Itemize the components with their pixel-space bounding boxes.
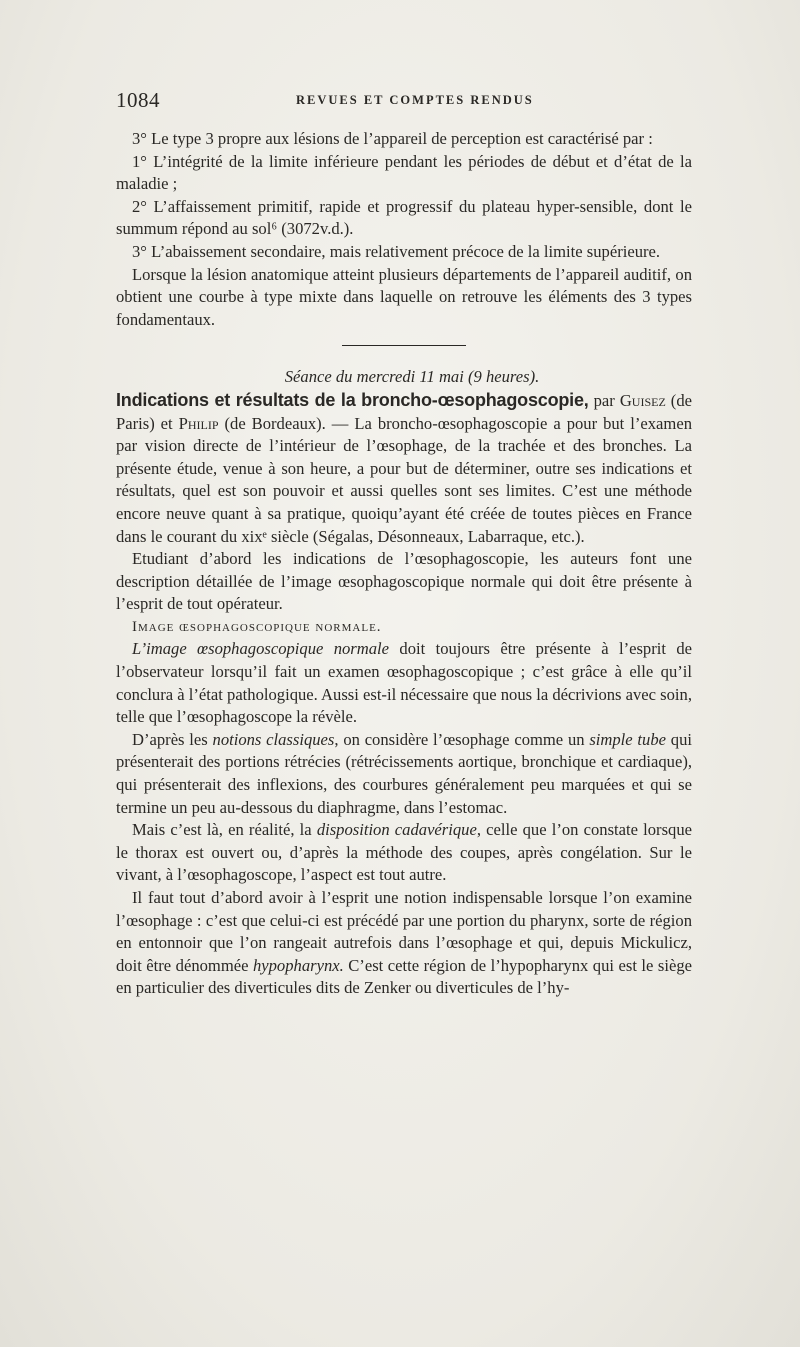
paragraph-image [116, 638, 692, 728]
session-heading: Séance du mercredi 11 mai (9 heures). [284, 367, 540, 387]
paragraph-etudiant: Etudiant d’abord les indications de l’œsophagoscopie, les auteurs font une description détaillée de l’image œsophagoscopique normale qui doit être présente à l’esprit de tout opérateur. [116, 549, 692, 614]
paragraph-item2: 2° L’affaissement primitif, rapide et progressif du plateau hyper-sensible, dont le summum répond au sol⁶ (3072v.d.). [116, 196, 692, 239]
il-part1: Il faut tout d’abord avoir à l’esprit une notion indispensable lorsque l’on examine l’œsophage : c’est que celui-ci est précédé par une portion du pharynx, sorte de région en entonnoir que l’on rangeait autrefois dans l’œsophage et qui, depuis Mickulicz, doit être dénommée [116, 888, 692, 975]
subheading-image: Image œsophagoscopique normale. [132, 618, 382, 635]
article-intro [116, 389, 692, 548]
image-rest: doit toujours être présente à l’esprit de l’observateur lorsqu’il fait un examen œsophagoscopique ; c’est grâce à elle qu’il conclura à l’état pathologique. Aussi est-il nécessaire que nous la décrivions avec soin, telle que l’œsophagoscope la révèle. [116, 639, 692, 727]
article-intro-text: (de Bordeaux). — La broncho-œsophagoscopie a pour but l’examen par vision directe de l’intérieur de l’œsophage, de la trachée et des bronches. La présente étude, venue à son heure, a pour but de déterminer, outre ses indications et résultats, quel est son pouvoir et aussi quelles sont ses limites. C’est une méthode encore neuve quant à sa pratique, quoiqu’ayant été créée de toutes pièces en France dans le courant du xixᵉ siècle (Ségalas, Désonneaux, Labarraque, etc.). [116, 413, 692, 546]
authors-intro: par [588, 390, 620, 410]
image-emphasis: L’image œsophagoscopique normale [132, 639, 390, 659]
paragraph-mixed-curve: Lorsque la lésion anatomique atteint plusieurs départements de l’appareil auditif, on obtient une courbe à type mixte dans laquelle on retrouve les éléments des 3 types fondamentaux. [116, 264, 692, 329]
paragraph-item1: 1° L’intégrité de la limite inférieure pendant les périodes de début et d’état de la maladie ; [116, 151, 692, 194]
mais-part2: , celle que l’on constate lorsque le thorax est ouvert ou, d’après la méthode des coupes, après congélation. Sur le vivant, à l’œsophagoscope, l’aspect est tout autre. [116, 820, 692, 885]
running-head: REVUES ET COMPTES RENDUS [296, 93, 534, 107]
il-part2: C’est cette région de l’hypopharynx qui est le siège en particulier des diverticules dits de Zenker ou diverticules de l’hy- [116, 955, 692, 998]
apres-part1: D’après les [132, 729, 213, 749]
apres-emphasis2: simple tube [589, 729, 667, 749]
paragraph-apres [116, 729, 692, 819]
il-emphasis: hypopharynx. [252, 955, 344, 975]
page-header [116, 88, 692, 112]
section-divider [342, 345, 466, 346]
paragraph-type3: 3° Le type 3 propre aux lésions de l’appareil de perception est caractérisé par : [132, 129, 653, 148]
page-number: 1084 [116, 88, 160, 112]
apres-emphasis1: notions classiques [212, 729, 335, 749]
author1-place: (de Paris) et [116, 390, 692, 433]
apres-part3: qui présenterait des portions rétrécies (rétrécissements aortique, bronchique et cardiaque), qui présenterait des inflexions, des courbures généralement peu marquées et qui se termine un peu au-dessous du diaphragme, dans l’estomac. [116, 729, 693, 817]
mais-emphasis: disposition cadavérique [316, 820, 477, 840]
author-philip: Philip [178, 413, 219, 433]
body-text [116, 128, 692, 1000]
author-guisez: Guisez [619, 390, 666, 410]
mais-part1: Mais c’est là, en réalité, la [132, 820, 317, 840]
apres-part2: , on considère l’œsophage comme un [334, 729, 590, 749]
paragraph-item3: 3° L’abaissement secondaire, mais relativement précoce de la limite supérieure. [132, 241, 661, 261]
paragraph-mais [116, 819, 692, 887]
paragraph-il-faut [116, 887, 692, 1000]
article-title: Indications et résultats de la broncho-œsophagoscopie, [116, 389, 589, 410]
